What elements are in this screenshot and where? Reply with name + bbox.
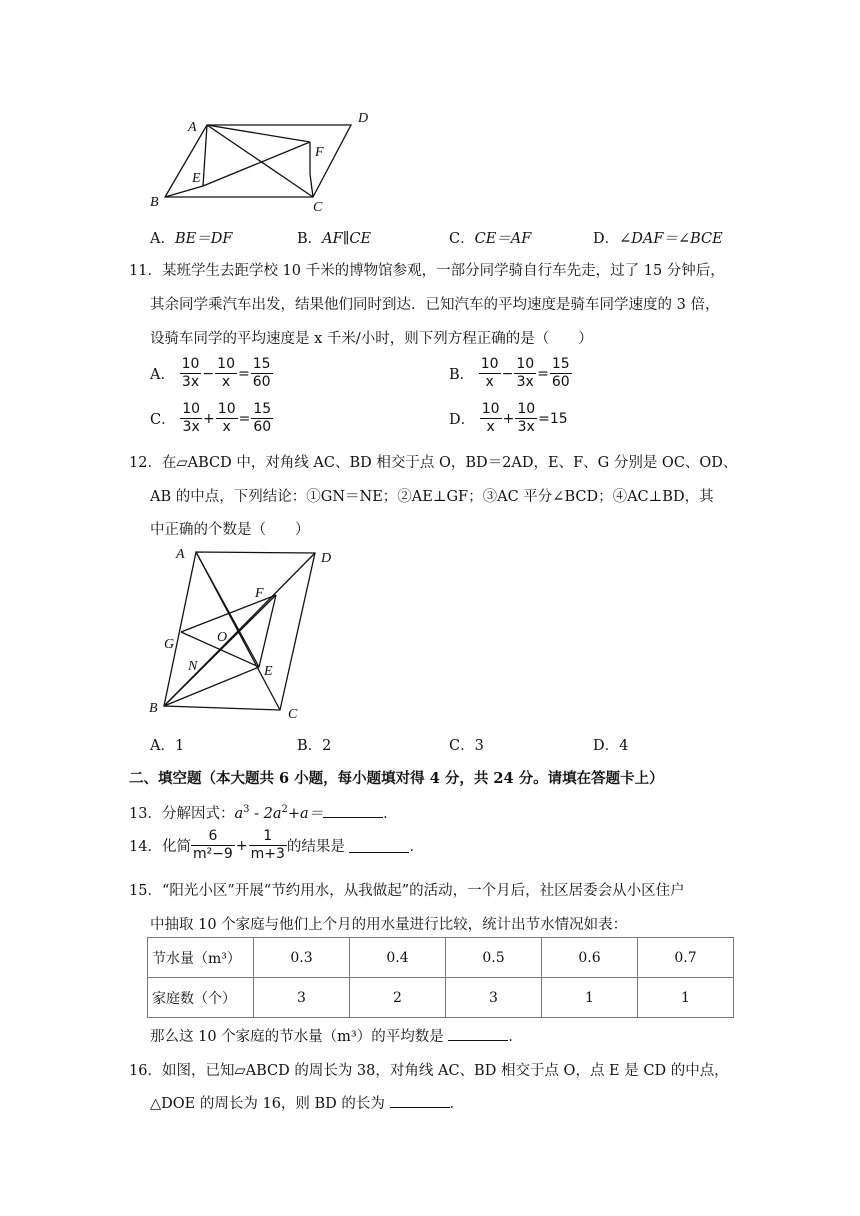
q16-line-2: △DOE 的周长为 16，则 BD 的长为 ． (150, 1092, 464, 1113)
q15-line-1: 15．“阳光小区”开展“节约用水，从我做起”的活动，一个月后，社区居委会从小区住户 (129, 883, 685, 899)
label-b: B (149, 701, 158, 716)
label-c: C (288, 707, 298, 722)
table-cell: 1 (638, 978, 734, 1018)
table-cell: 3 (446, 978, 542, 1018)
q10-option-b: B．AF∥CE (297, 231, 372, 247)
table-cell: 3 (254, 978, 350, 1018)
label-d: D (321, 551, 332, 566)
q12-option-d: D．4 (593, 738, 629, 754)
q11-line-2: 其余同学乘汽车出发，结果他们同时到达．已知汽车的平均速度是骑车同学速度的 3 倍， (150, 297, 720, 313)
q12-line-2: AB 的中点，下列结论：①GN＝NE；②AE⊥GF；③AC 平分∠BCD；④AC⊥BD，其 (150, 489, 714, 505)
q12-option-a: A．1 (150, 738, 185, 754)
table-cell: 0.5 (446, 938, 542, 978)
label-a: A (176, 547, 185, 562)
q12-line-3: 中正确的个数是（ ） (150, 522, 310, 538)
q11-line-1: 11．某班学生去距学校 10 千米的博物馆参观，一部分同学骑自行车先走，过了 15 分钟后， (129, 263, 725, 279)
label-f: F (255, 586, 264, 601)
q11-option-d: D． $\frac{10}{x}$ + $\frac{10}{3x}$ =15 (449, 401, 568, 435)
figure-parallelogram-1 (140, 100, 380, 215)
q10-option-a: A．BE＝DF (150, 231, 233, 247)
q12-option-b: B．2 (297, 738, 332, 754)
label-g: G (164, 637, 175, 652)
q15-line-2: 中抽取 10 个家庭与他们上个月的用水量进行比较，统计出节水情况如表： (150, 917, 628, 933)
q11-option-a: A． $\frac{10}{3x}$ − $\frac{10}{x}$ = $\frac{15}{60}$ (150, 356, 271, 390)
table-cell: 0.7 (638, 938, 734, 978)
q10-option-c: C．CE＝AF (449, 231, 532, 247)
label-e: E (264, 664, 273, 679)
q16-answer-blank (390, 1093, 450, 1108)
q13-line: 13．分解因式：$a^3 - 2a^2+a=$ ． (129, 804, 398, 822)
table-cell: 0.4 (350, 938, 446, 978)
q16-line-1: 16．如图，已知▱ABCD 的周长为 38，对角线 AC、BD 相交于点 O，点 E 是 CD 的中点， (129, 1063, 729, 1079)
q14-answer-blank (349, 838, 409, 853)
q13-answer-blank (323, 803, 383, 818)
table-row (148, 978, 734, 1018)
q11-line-3: 设骑车同学的平均速度是 x 千米/小时，则下列方程正确的是（ ） (150, 331, 593, 347)
row-label: 节水量（m³） (148, 938, 254, 978)
q14-line: 14．化简 $\frac{6}{\text{m²−9}}$ + $\frac{1}{m+3}$ 的结果是 ． (129, 828, 424, 862)
table-cell: 1 (542, 978, 638, 1018)
label-c: C (313, 200, 323, 215)
water-saving-table (147, 937, 734, 1018)
q15-answer-blank (448, 1026, 508, 1041)
q12-option-c: C．3 (449, 738, 484, 754)
q10-option-d: D．∠DAF＝∠BCE (593, 231, 723, 247)
label-a: A (188, 120, 197, 135)
q12-line-1: 12．在▱ABCD 中，对角线 AC、BD 相交于点 O，BD＝2AD，E、F、G 分别是 OC、OD、 (129, 455, 738, 471)
figure-parallelogram-2 (140, 540, 350, 725)
table-cell: 2 (350, 978, 446, 1018)
label-n: N (188, 659, 198, 674)
table-row (148, 938, 734, 978)
label-o: O (217, 630, 228, 645)
q11-option-b: B． $\frac{10}{x}$ − $\frac{10}{3x}$ = $\frac{15}{60}$ (449, 356, 570, 390)
table-cell: 0.6 (542, 938, 638, 978)
q11-option-c: C． $\frac{10}{3x}$ + $\frac{10}{x}$ = $\frac{15}{60}$ (150, 401, 272, 435)
table-cell: 0.3 (254, 938, 350, 978)
label-e: E (192, 171, 201, 186)
label-f: F (315, 145, 324, 160)
label-b: B (150, 195, 159, 210)
section-2-heading: 二、填空题（本大题共 6 小题，每小题填对得 4 分，共 24 分。请填在答题卡上） (129, 770, 664, 787)
row-label: 家庭数（个） (148, 978, 254, 1018)
label-d: D (358, 111, 369, 126)
q15-after: 那么这 10 个家庭的节水量（m³）的平均数是 ． (150, 1025, 523, 1046)
